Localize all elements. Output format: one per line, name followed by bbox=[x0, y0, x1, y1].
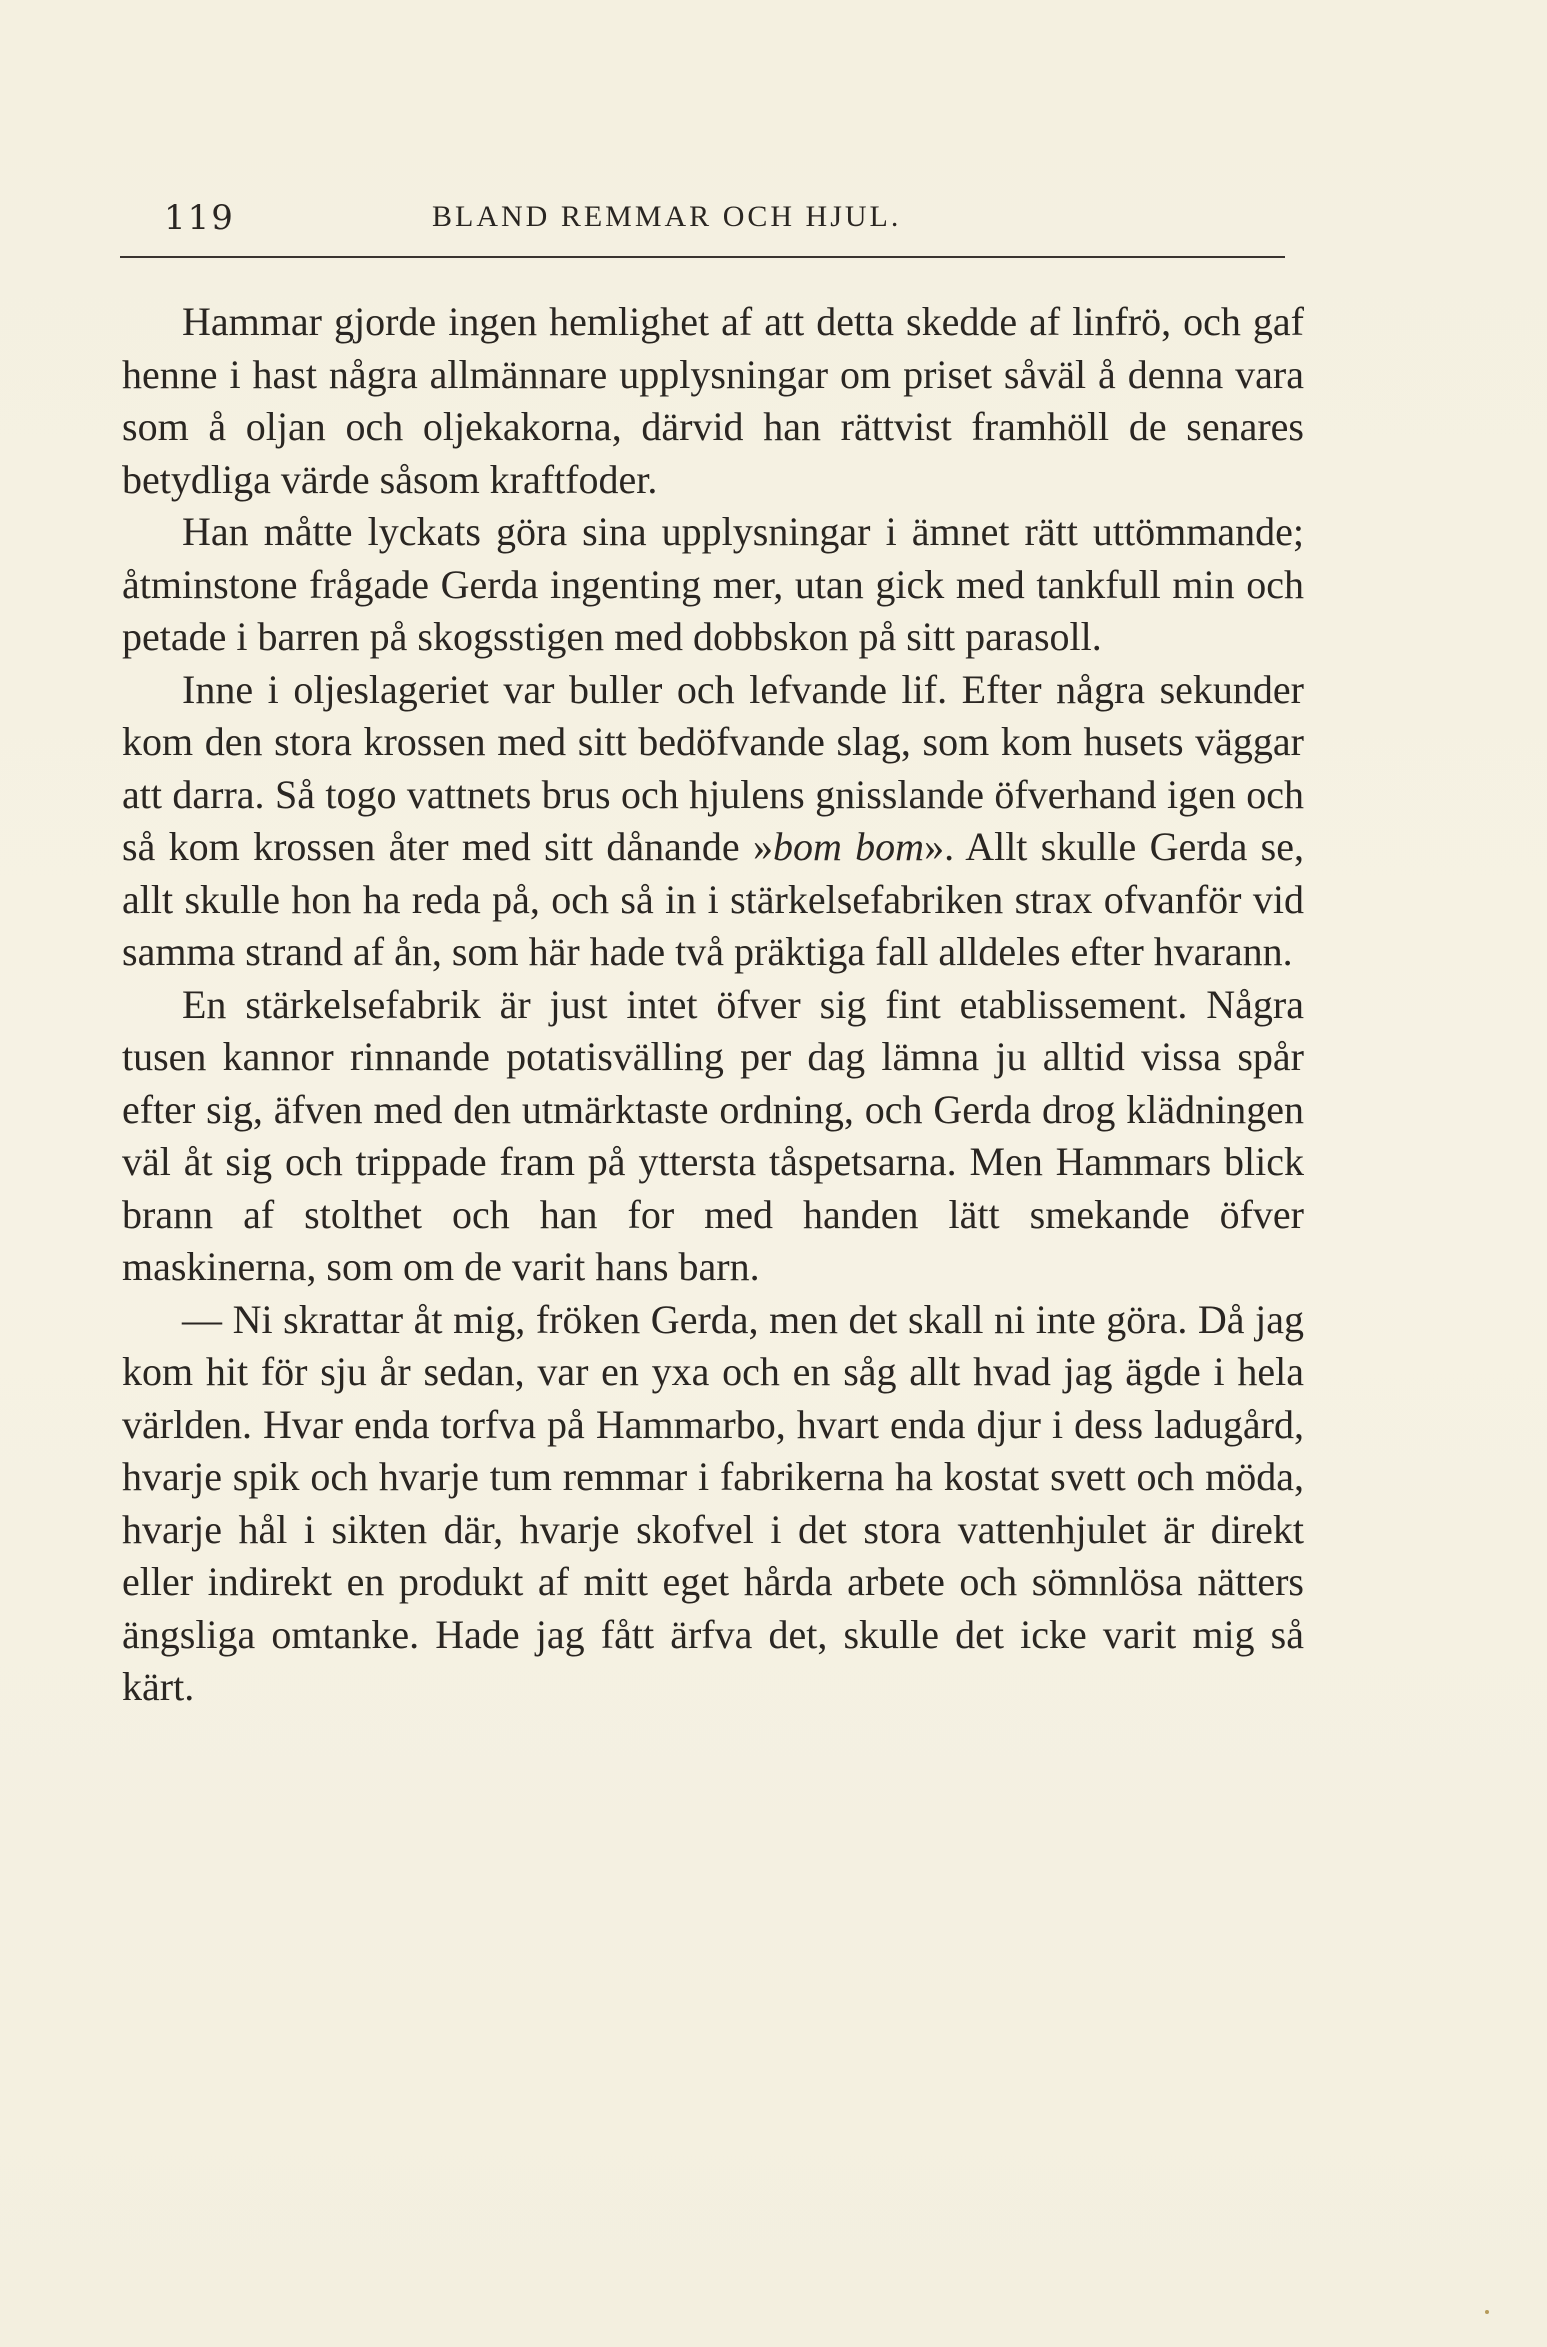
paragraph-3-italic: bom bom bbox=[772, 824, 925, 869]
paragraph-3-text-before: Inne i oljeslageriet var buller och lefvande lif. Efter några sekunder kom den stora krossen med sitt bedöfvande slag, som kom husets väggar att darra. Så togo vattnets brus och hjulens gnisslande öfverhand igen och så kom krossen åter med sitt dånande » bbox=[122, 666, 1304, 869]
paragraph-5: — Ni skrattar åt mig, fröken Gerda, men det skall ni inte göra. Då jag kom hit för sju år sedan, var en yxa och en såg allt hvad jag ägde i hela världen. Hvar enda torfva på Hammarbo, hvart enda djur i dess ladugård, hvarje spik och hvarje tum remmar i fabrikerna ha kostat svett och möda, hvarje hål i sikten där, hvarje skofvel i det stora vattenhjulet är direkt eller indirekt en produkt af mitt eget hårda arbete och sömnlösa nätters ängsliga omtanke. Hade jag fått ärfva det, skulle det icke varit mig så kärt. bbox=[122, 1296, 1304, 1709]
paragraph-1: Hammar gjorde ingen hemlighet af att detta skedde af linfrö, och gaf henne i hast några allmännare upplysningar om priset såväl å denna vara som å oljan och oljekakorna, därvid han rättvist framhöll de senares betydliga värde såsom kraftfoder. bbox=[122, 299, 1304, 502]
paragraph-3-text-after: ». Allt skulle Gerda se, allt skulle hon ha reda på, och så in i stärkelsefabriken strax ofvanför vid samma strand af ån, som här hade två präktiga fall alldeles efter hvarann. bbox=[122, 824, 1304, 974]
page-header bbox=[120, 188, 1285, 268]
paragraph-2: Han måtte lyckats göra sina upplysningar i ämnet rätt uttömmande; åtminstone frågade Gerda ingenting mer, utan gick med tankfull min och petade i barren på skogsstigen med dobbskon på sitt parasoll. bbox=[122, 509, 1304, 659]
page-number: 119 bbox=[164, 198, 235, 238]
body-text bbox=[122, 296, 1304, 1714]
paragraph-3 bbox=[122, 664, 1304, 979]
paper-speck bbox=[1485, 2310, 1489, 2314]
header-rule bbox=[120, 256, 1285, 258]
running-head: BLAND REMMAR OCH HJUL. bbox=[432, 200, 902, 233]
paragraph-4: En stärkelsefabrik är just intet öfver sig fint etablissement. Några tusen kannor rinnande potatisvälling per dag lämna ju alltid vissa spår efter sig, äfven med den utmärktaste ordning, och Gerda drog klädningen väl åt sig och trippade fram på yttersta tåspetsarna. Men Hammars blick brann af stolthet och han for med handen lätt smekande öfver maskinerna, som om de varit hans barn. bbox=[122, 981, 1304, 1289]
